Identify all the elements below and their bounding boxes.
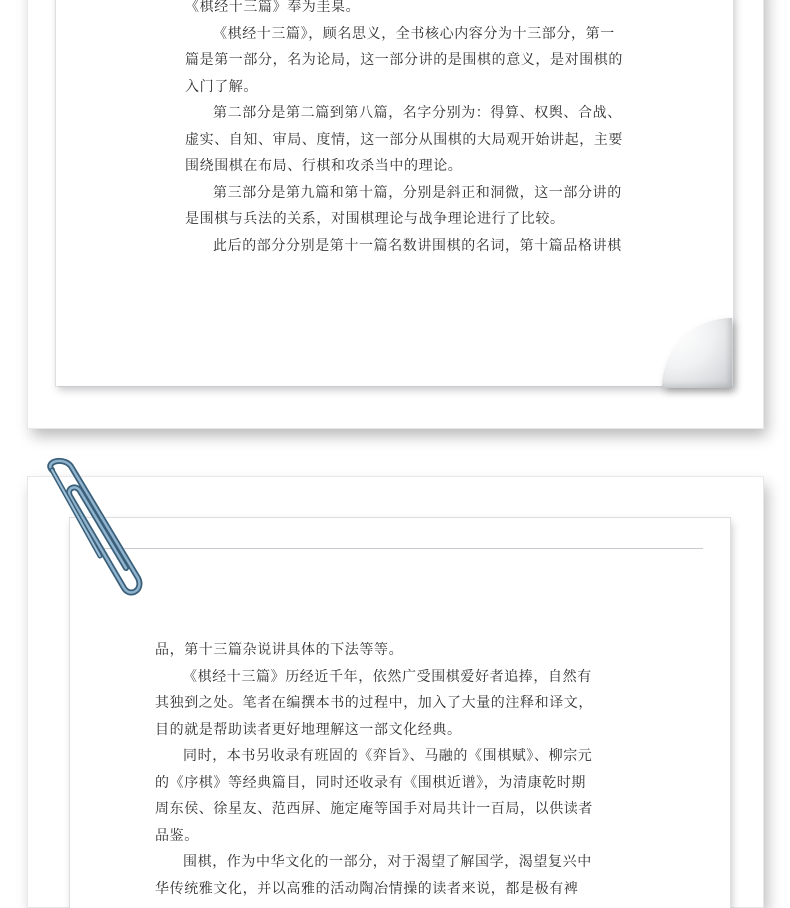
top-paragraph-3: 第二部分是第二篇到第八篇，名字分别为：得算、权舆、合战、虚实、自知、审局、度情，这一部分从围棋的大局观开始讲起，主要围绕围棋在布局、行棋和攻杀当中的理论。 bbox=[185, 105, 623, 174]
top-paragraph-4: 第三部分是第九篇和第十篇，分别是斜正和洞微，这一部分讲的是围棋与兵法的关系，对围棋理论与战争理论进行了比较。 bbox=[185, 184, 622, 227]
bottom-page-text bbox=[155, 637, 595, 902]
bottom-paragraph-1: 品，第十三篇杂说讲具体的下法等等。 bbox=[155, 642, 404, 658]
top-paragraph-2: 《棋经十三篇》，顾名思义，全书核心内容分为十三部分，第一篇是第一部分，名为论局，这一部分讲的是围棋的意义，是对围棋的入门了解。 bbox=[185, 25, 623, 95]
top-paragraph-5: 此后的部分分别是第十一篇名数讲围棋的名词，第十篇品格讲棋 bbox=[213, 237, 622, 254]
bottom-paragraph-2: 《棋经十三篇》历经近千年，依然广受围棋爱好者追捧，自然有其独到之处。笔者在编撰本书的过程中，加入了大量的注释和译文，目的就是帮助读者更好地理解这一部文化经典。 bbox=[155, 668, 593, 738]
paper-clip-icon bbox=[40, 456, 150, 606]
top-paper-bottom-divider bbox=[58, 386, 698, 387]
bottom-paper-top-divider bbox=[98, 548, 703, 549]
top-page-text bbox=[185, 0, 625, 259]
bottom-paragraph-4: 围棋，作为中华文化的一部分，对于渴望了解国学，渴望复兴中华传统雅文化，并以高雅的活动陶冶情操的读者来说，都是极有裨 bbox=[155, 854, 592, 897]
top-paragraph-1: 《棋经十三篇》奉为圭臬。 bbox=[185, 0, 361, 15]
bottom-paragraph-3: 同时，本书另收录有班固的《弈旨》、马融的《围棋赋》、柳宗元的《序棋》等经典篇目，同时还收录有《围棋近谱》，为清康乾时期周东侯、徐星友、范西屏、施定庵等国手对局共计一百局，以供读者品鉴。 bbox=[155, 748, 593, 844]
